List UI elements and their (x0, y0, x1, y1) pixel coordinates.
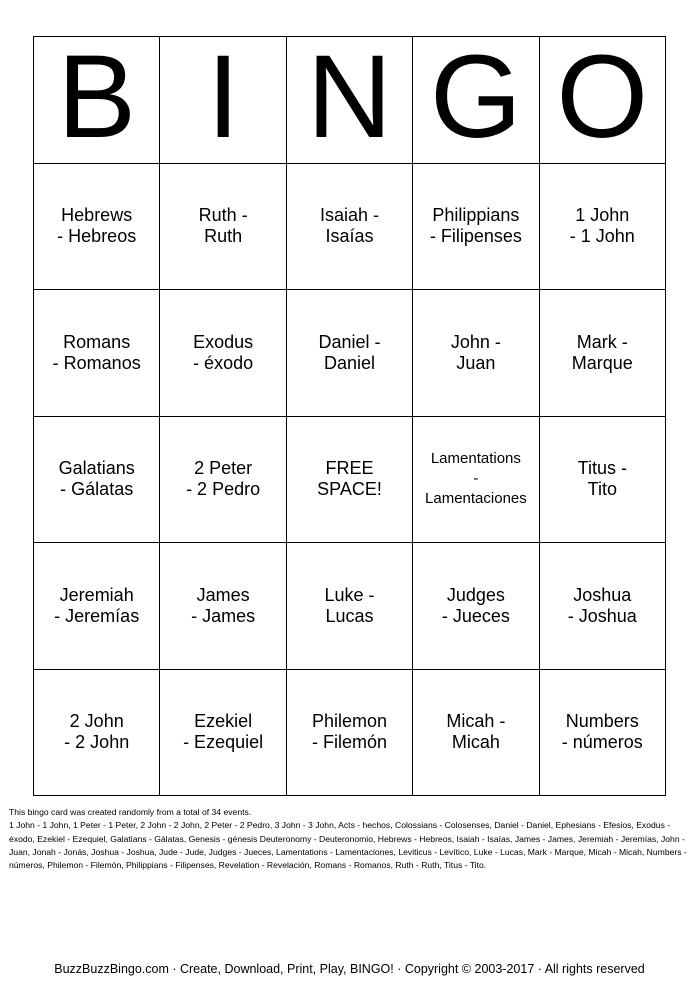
bingo-cell: Luke - Lucas (287, 543, 413, 670)
bingo-cell: 2 John - 2 John (34, 670, 160, 797)
bingo-cell: Romans - Romanos (34, 290, 160, 417)
bingo-cell: Micah - Micah (413, 670, 539, 797)
bingo-cell: Ezekiel - Ezequiel (160, 670, 286, 797)
bingo-cell: Lamentations - Lamentaciones (413, 417, 539, 544)
bingo-cell: Isaiah - Isaías (287, 164, 413, 291)
bingo-cell: Jeremiah - Jeremías (34, 543, 160, 670)
info-intro: This bingo card was created randomly from a total of 34 events. (9, 807, 252, 817)
header-letter-i: I (160, 37, 286, 164)
bingo-cell: Judges - Jueces (413, 543, 539, 670)
bingo-cell: 2 Peter - 2 Pedro (160, 417, 286, 544)
bingo-cell: Exodus - éxodo (160, 290, 286, 417)
bingo-cell: Numbers - números (540, 670, 666, 797)
header-letter-b: B (34, 37, 160, 164)
bingo-cell: Daniel - Daniel (287, 290, 413, 417)
bingo-cell: Mark - Marque (540, 290, 666, 417)
bingo-card (33, 36, 666, 796)
header-letter-g: G (413, 37, 539, 164)
bingo-cell: Hebrews - Hebreos (34, 164, 160, 291)
bingo-cell: Titus - Tito (540, 417, 666, 544)
bingo-cell: Philemon - Filemón (287, 670, 413, 797)
bingo-cell: 1 John - 1 John (540, 164, 666, 291)
bingo-cell: James - James (160, 543, 286, 670)
bingo-cell: Ruth - Ruth (160, 164, 286, 291)
bingo-cell: Joshua - Joshua (540, 543, 666, 670)
event-list-info (9, 806, 691, 872)
info-events: 1 John - 1 John, 1 Peter - 1 Peter, 2 John - 2 John, 2 Peter - 2 Pedro, 3 John - 3 John, Acts - hechos, Colossians - Colosenses, Daniel - Daniel, Ephesians - Efesios, Exodus - éxodo, Ezekiel - Ezequiel, Galatians - Gálatas, Genesis - génesis Deuteronomy - Deuteronomio, Hebrews - Hebreos, Isaiah - Isaías, James - James, Jeremiah - Jeremías, John - Juan, Jonah - Jonás, Joshua - Joshua, Jude - Jude, Judges - Jueces, Lamentations - Lamentaciones, Leviticus - Levítico, Luke - Lucas, Mark - Marque, Micah - Micah, Numbers - números, Philemon - Filemón, Philippians - Filipenses, Revelation - Revelación, Romans - Romanos, Ruth - Ruth, Titus - Tito. (9, 820, 687, 871)
bingo-cell: Galatians - Gálatas (34, 417, 160, 544)
free-space-cell: FREE SPACE! (287, 417, 413, 544)
header-letter-o: O (540, 37, 666, 164)
page-footer: BuzzBuzzBingo.com · Create, Download, Print, Play, BINGO! · Copyright © 2003-2017 · All rights reserved (54, 962, 645, 976)
bingo-cell: John - Juan (413, 290, 539, 417)
bingo-cell: Philippians - Filipenses (413, 164, 539, 291)
header-letter-n: N (287, 37, 413, 164)
